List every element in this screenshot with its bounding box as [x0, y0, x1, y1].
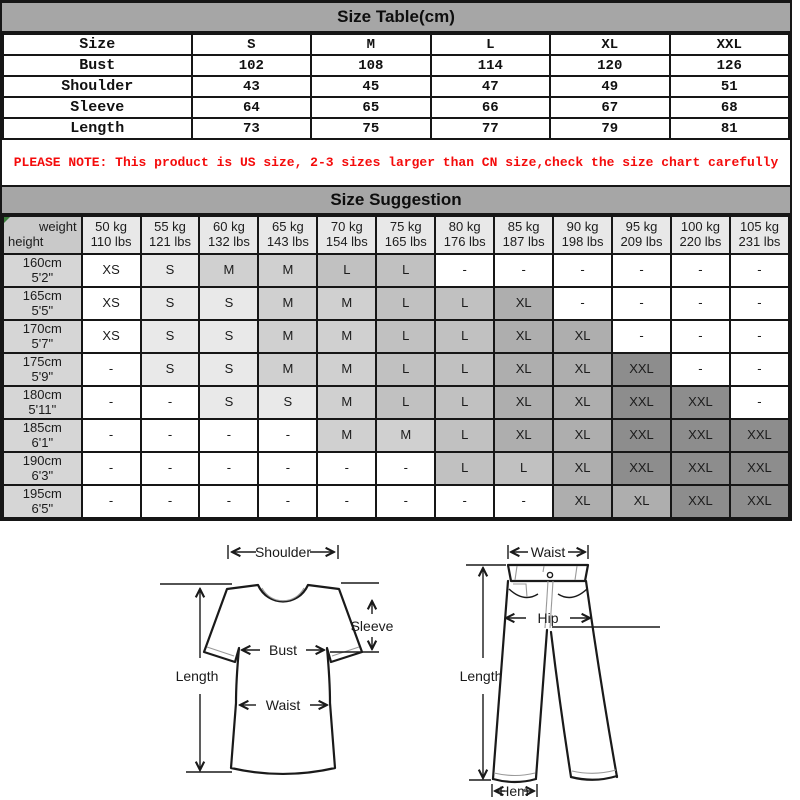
weight-header-cell — [494, 216, 553, 254]
suggested-size-cell: XXL — [730, 452, 789, 485]
pants-diagram — [460, 544, 660, 799]
suggested-size-cell: - — [82, 485, 141, 518]
weight-lbs-label: 110 lbs — [90, 234, 132, 249]
suggested-size-cell: XXL — [671, 485, 730, 518]
size-table-title: Size Table(cm) — [2, 3, 790, 33]
suggested-size-cell: XL — [553, 485, 612, 518]
suggested-size-cell: - — [141, 419, 200, 452]
suggested-size-cell: XL — [494, 419, 553, 452]
weight-lbs-label: 209 lbs — [620, 234, 663, 249]
weight-header-cell — [553, 216, 612, 254]
size-table-cell: 120 — [550, 55, 669, 76]
weight-lbs-label: 154 lbs — [325, 234, 368, 249]
weight-kg-label: 60 kg — [213, 219, 245, 235]
suggested-size-cell: XL — [553, 386, 612, 419]
suggested-size-cell: - — [199, 452, 258, 485]
size-table-cell: 64 — [192, 97, 311, 118]
suggested-size-cell: XL — [553, 320, 612, 353]
height-ft-label: 6'1" — [31, 434, 54, 450]
suggested-size-cell: - — [730, 287, 789, 320]
size-table-cell: 47 — [431, 76, 550, 97]
measurement-diagrams — [0, 537, 800, 800]
suggested-size-cell: L — [376, 386, 435, 419]
weight-kg-label: 105 kg — [739, 219, 779, 235]
suggested-size-cell: XXL — [612, 353, 671, 386]
suggested-size-cell: - — [553, 254, 612, 287]
size-table-cell: 75 — [311, 118, 430, 139]
size-table-row — [3, 97, 789, 118]
weight-lbs-label: 198 lbs — [561, 234, 604, 249]
corner-weight-label: weight — [39, 219, 77, 234]
height-cm-label: 190cm — [22, 452, 62, 468]
suggested-size-cell: - — [730, 386, 789, 419]
suggested-size-cell: - — [376, 452, 435, 485]
suggested-size-cell: - — [671, 353, 730, 386]
shirt-length-label: Length — [175, 668, 219, 684]
suggested-size-cell: M — [258, 353, 317, 386]
weight-header-cell — [671, 216, 730, 254]
height-cell — [3, 452, 82, 485]
suggestion-row — [3, 254, 789, 287]
pants-hem-label: Hem — [499, 783, 529, 799]
suggested-size-cell: XS — [82, 254, 141, 287]
size-suggestion-table — [2, 215, 790, 519]
weight-header-cell — [258, 216, 317, 254]
size-table-cell: 73 — [192, 118, 311, 139]
size-note: PLEASE NOTE: This product is US size, 2-3 sizes larger than CN size,check the size chart carefully — [13, 155, 779, 170]
suggested-size-cell: XXL — [730, 419, 789, 452]
left-hem-line — [493, 779, 536, 782]
suggested-size-cell: - — [258, 419, 317, 452]
size-table-row-label: Shoulder — [3, 76, 192, 97]
size-table-row-label: Size — [3, 34, 192, 55]
suggested-size-cell: - — [730, 254, 789, 287]
suggested-size-cell: XXL — [671, 419, 730, 452]
size-table-cell: L — [431, 34, 550, 55]
suggested-size-cell: - — [258, 485, 317, 518]
weight-header-cell — [82, 216, 141, 254]
suggested-size-cell: - — [730, 353, 789, 386]
size-table-cell: M — [311, 34, 430, 55]
size-table-cell: 108 — [311, 55, 430, 76]
suggested-size-cell: XS — [82, 320, 141, 353]
suggested-size-cell: - — [82, 353, 141, 386]
size-table-cell: 67 — [550, 97, 669, 118]
height-cell — [3, 419, 82, 452]
suggested-size-cell: - — [141, 452, 200, 485]
suggestion-row — [3, 287, 789, 320]
suggested-size-cell: S — [141, 287, 200, 320]
height-cell — [3, 254, 82, 287]
corner-height-label: height — [8, 234, 44, 250]
suggested-size-cell: S — [141, 353, 200, 386]
height-cell — [3, 386, 82, 419]
weight-header-cell — [317, 216, 376, 254]
size-table-cell: 66 — [431, 97, 550, 118]
right-hem-line — [571, 776, 617, 780]
suggested-size-cell: L — [435, 287, 494, 320]
suggested-size-cell: S — [199, 353, 258, 386]
suggested-size-cell: XL — [494, 353, 553, 386]
suggested-size-cell: - — [671, 254, 730, 287]
weight-kg-label: 80 kg — [448, 219, 481, 235]
suggested-size-cell: - — [82, 419, 141, 452]
suggested-size-cell: M — [317, 353, 376, 386]
size-table-row-label: Sleeve — [3, 97, 192, 118]
height-ft-label: 5'2" — [31, 269, 54, 285]
suggested-size-cell: XXL — [612, 452, 671, 485]
weight-height-corner-cell — [3, 216, 82, 254]
suggested-size-cell: - — [82, 386, 141, 419]
suggested-size-cell: XXL — [730, 485, 789, 518]
suggested-size-cell: M — [317, 287, 376, 320]
suggested-size-cell: S — [141, 254, 200, 287]
suggested-size-cell: M — [258, 254, 317, 287]
suggested-size-cell: - — [612, 254, 671, 287]
height-cm-label: 180cm — [22, 386, 62, 402]
suggested-size-cell: M — [258, 320, 317, 353]
weight-kg-label: 70 kg — [330, 219, 363, 235]
suggested-size-cell: - — [199, 419, 258, 452]
height-cm-label: 165cm — [22, 287, 62, 303]
suggestion-row — [3, 485, 789, 518]
weight-kg-label: 50 kg — [95, 219, 127, 235]
suggested-size-cell: L — [435, 386, 494, 419]
height-ft-label: 5'11" — [28, 401, 57, 417]
size-table-cell: XXL — [670, 34, 790, 55]
size-table-cell: 79 — [550, 118, 669, 139]
suggested-size-cell: - — [494, 485, 553, 518]
suggested-size-cell: XL — [612, 485, 671, 518]
size-table — [2, 33, 790, 140]
coin-pocket — [513, 584, 527, 597]
shirt-sleeve-label: Sleeve — [350, 618, 394, 634]
suggested-size-cell: XL — [553, 419, 612, 452]
suggested-size-cell: XL — [553, 353, 612, 386]
left-leg-inner — [536, 630, 547, 778]
suggested-size-cell: S — [258, 386, 317, 419]
suggested-size-cell: - — [141, 485, 200, 518]
size-table-cell: 102 — [192, 55, 311, 76]
suggested-size-cell: XL — [494, 287, 553, 320]
height-ft-label: 6'3" — [31, 467, 54, 483]
right-leg-outer — [586, 581, 617, 777]
size-table-cell: 126 — [670, 55, 790, 76]
suggested-size-cell: XL — [494, 386, 553, 419]
weight-kg-label: 75 kg — [389, 219, 422, 235]
suggested-size-cell: S — [199, 386, 258, 419]
suggested-size-cell: - — [553, 287, 612, 320]
suggested-size-cell: - — [317, 452, 376, 485]
suggested-size-cell: L — [494, 452, 553, 485]
height-cell — [3, 353, 82, 386]
suggested-size-cell: L — [376, 287, 435, 320]
size-table-row — [3, 76, 789, 97]
right-leg-inner — [551, 632, 571, 777]
weight-lbs-label: 220 lbs — [679, 234, 722, 249]
weight-kg-label: 65 kg — [271, 219, 304, 235]
suggestion-row — [3, 320, 789, 353]
size-table-cell: 65 — [311, 97, 430, 118]
suggested-size-cell: S — [199, 287, 258, 320]
size-table-cell: 114 — [431, 55, 550, 76]
suggested-size-cell: S — [199, 320, 258, 353]
suggestion-row — [3, 419, 789, 452]
height-cm-label: 195cm — [22, 485, 62, 501]
weight-lbs-label: 176 lbs — [443, 234, 486, 249]
suggested-size-cell: L — [376, 320, 435, 353]
suggested-size-cell: - — [612, 320, 671, 353]
size-table-cell: 49 — [550, 76, 669, 97]
weight-lbs-label: 231 lbs — [738, 234, 781, 249]
suggested-size-cell: - — [435, 254, 494, 287]
weight-lbs-label: 165 lbs — [384, 234, 427, 249]
suggested-size-cell: XXL — [612, 419, 671, 452]
weight-lbs-label: 121 lbs — [149, 234, 191, 249]
suggested-size-cell: - — [199, 485, 258, 518]
size-table-row — [3, 34, 789, 55]
weight-lbs-label: 143 lbs — [266, 234, 309, 249]
size-table-cell: 77 — [431, 118, 550, 139]
suggested-size-cell: - — [376, 485, 435, 518]
height-ft-label: 5'5" — [31, 302, 54, 318]
shirt-bust-label: Bust — [268, 642, 298, 658]
suggested-size-cell: - — [435, 485, 494, 518]
weight-lbs-label: 132 lbs — [207, 234, 250, 249]
height-cm-label: 185cm — [22, 419, 62, 435]
pants-waist-label: Waist — [530, 544, 566, 560]
suggested-size-cell: - — [317, 485, 376, 518]
height-cm-label: 170cm — [22, 320, 62, 336]
suggested-size-cell: M — [317, 386, 376, 419]
suggested-size-cell: - — [82, 452, 141, 485]
tshirt-diagram — [160, 544, 394, 774]
size-table-row — [3, 118, 789, 139]
suggested-size-cell: XXL — [612, 386, 671, 419]
suggested-size-cell: L — [435, 419, 494, 452]
suggested-size-cell: L — [376, 254, 435, 287]
left-pocket — [509, 589, 538, 598]
size-table-cell: XL — [550, 34, 669, 55]
size-table-row-label: Bust — [3, 55, 192, 76]
weight-header-cell — [141, 216, 200, 254]
height-ft-label: 5'9" — [31, 368, 54, 384]
weight-header-cell — [435, 216, 494, 254]
size-table-cell: 51 — [670, 76, 790, 97]
suggested-size-cell: - — [671, 287, 730, 320]
pants-length-label: Length — [459, 668, 503, 684]
weight-header-cell — [730, 216, 789, 254]
weight-header-cell — [612, 216, 671, 254]
suggested-size-cell: L — [435, 452, 494, 485]
suggested-size-cell: XXL — [671, 452, 730, 485]
size-table-cell: 81 — [670, 118, 790, 139]
height-cell — [3, 287, 82, 320]
suggested-size-cell: M — [317, 320, 376, 353]
size-table-row-label: Length — [3, 118, 192, 139]
size-table-cell: 45 — [311, 76, 430, 97]
height-ft-label: 6'5" — [31, 500, 54, 516]
shirt-waist-label: Waist — [265, 697, 301, 713]
suggested-size-cell: - — [730, 320, 789, 353]
suggestion-row — [3, 386, 789, 419]
size-table-cell: S — [192, 34, 311, 55]
left-hem-stitch — [494, 773, 535, 776]
height-cm-label: 160cm — [22, 254, 62, 270]
suggested-size-cell: S — [141, 320, 200, 353]
weight-kg-label: 95 kg — [625, 219, 658, 235]
suggested-size-cell: M — [258, 287, 317, 320]
tshirt-outline — [204, 585, 362, 774]
shirt-shoulder-label: Shoulder — [254, 544, 312, 560]
suggested-size-cell: - — [612, 287, 671, 320]
suggested-size-cell: XL — [553, 452, 612, 485]
height-cell — [3, 320, 82, 353]
weight-kg-label: 90 kg — [566, 219, 599, 235]
pants-hip-label: Hip — [537, 610, 559, 626]
suggested-size-cell: - — [141, 386, 200, 419]
height-cm-label: 175cm — [22, 353, 62, 369]
suggested-size-cell: - — [258, 452, 317, 485]
height-ft-label: 5'7" — [31, 335, 54, 351]
right-pocket — [558, 589, 587, 598]
size-suggestion-title: Size Suggestion — [2, 185, 790, 215]
height-cell — [3, 485, 82, 518]
suggested-size-cell: L — [317, 254, 376, 287]
suggested-size-cell: M — [199, 254, 258, 287]
suggested-size-cell: M — [376, 419, 435, 452]
size-table-cell: 68 — [670, 97, 790, 118]
weight-header-cell — [376, 216, 435, 254]
suggestion-row — [3, 452, 789, 485]
weight-kg-label: 85 kg — [507, 219, 540, 235]
suggested-size-cell: L — [376, 353, 435, 386]
suggestion-row — [3, 353, 789, 386]
size-table-cell: 43 — [192, 76, 311, 97]
weight-header-row — [3, 216, 789, 254]
weight-header-cell — [199, 216, 258, 254]
suggested-size-cell: XS — [82, 287, 141, 320]
suggested-size-cell: L — [435, 320, 494, 353]
suggested-size-cell: XXL — [671, 386, 730, 419]
weight-lbs-label: 187 lbs — [502, 234, 545, 249]
suggested-size-cell: - — [671, 320, 730, 353]
suggested-size-cell: XL — [494, 320, 553, 353]
suggested-size-cell: - — [494, 254, 553, 287]
weight-kg-label: 100 kg — [680, 219, 720, 235]
suggested-size-cell: L — [435, 353, 494, 386]
right-hem-stitch — [572, 770, 616, 773]
suggested-size-cell: M — [317, 419, 376, 452]
weight-kg-label: 55 kg — [154, 219, 186, 235]
size-table-row — [3, 55, 789, 76]
